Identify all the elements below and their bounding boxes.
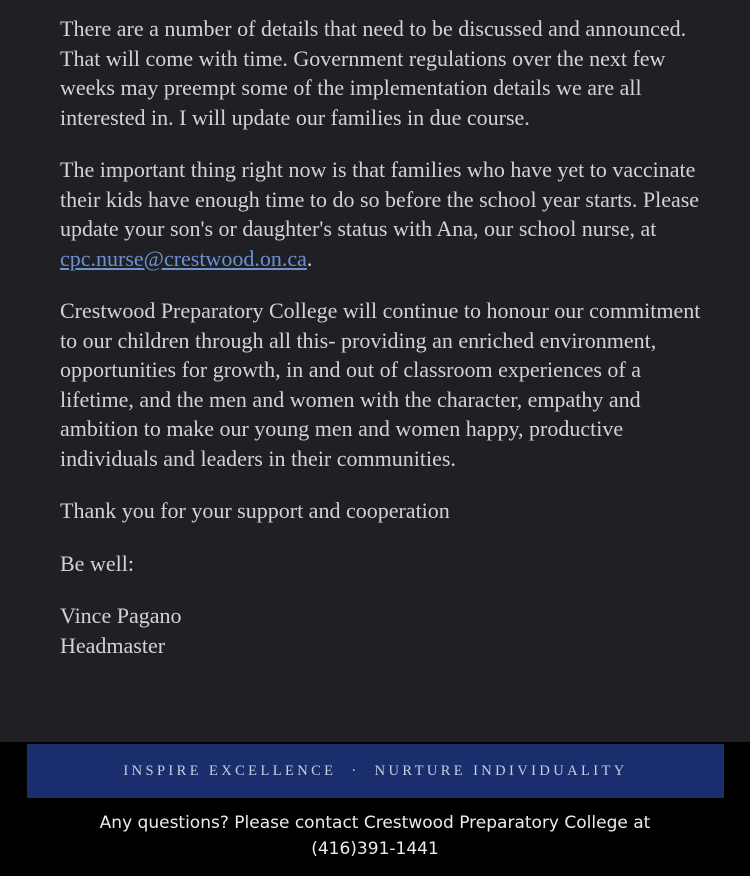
motto-left: INSPIRE EXCELLENCE (123, 762, 337, 779)
motto-separator: · (351, 762, 360, 779)
signature-name: Vince Pagano (60, 603, 182, 628)
motto-banner (27, 744, 724, 798)
contact-text: Any questions? Please contact Crestwood Preparatory College at (99, 813, 651, 833)
contact-footer (0, 810, 750, 862)
paragraph-commitment: Crestwood Preparatory College will continue to honour our commitment to our children through all this- providing an enriched environment, opportunities for growth, in and out of classroom experiences of a lifetime, and the men and women with the character, empathy and ambition to make our young men and women happy, productive individuals and leaders in their communities. (60, 298, 701, 471)
closing-line: Be well: (60, 550, 134, 576)
paragraph-vaccination-text: The important thing right now is that families who have yet to vaccinate their kids have enough time to do so before the school year starts. Please update your son's or daughter's status with Ana, our school nurse, at (60, 157, 700, 241)
motto-right: NURTURE INDIVIDUALITY (374, 762, 628, 779)
signature-title: Headmaster (60, 632, 166, 658)
signature-block (60, 601, 710, 660)
contact-phone: (416)391-1441 (311, 839, 439, 859)
paragraph-vaccination (60, 155, 710, 273)
thanks-line: Thank you for your support and cooperation (60, 498, 450, 523)
nurse-email-link[interactable]: cpc.nurse@crestwood.on.ca (60, 245, 307, 271)
paragraph-details: There are a number of details that need to be discussed and announced. That will come with time. Government regulations over the next few weeks may preempt some of the implementation details we are all interested in. I will update our families in due course. (60, 16, 687, 130)
paragraph-vaccination-period: . (306, 245, 313, 271)
